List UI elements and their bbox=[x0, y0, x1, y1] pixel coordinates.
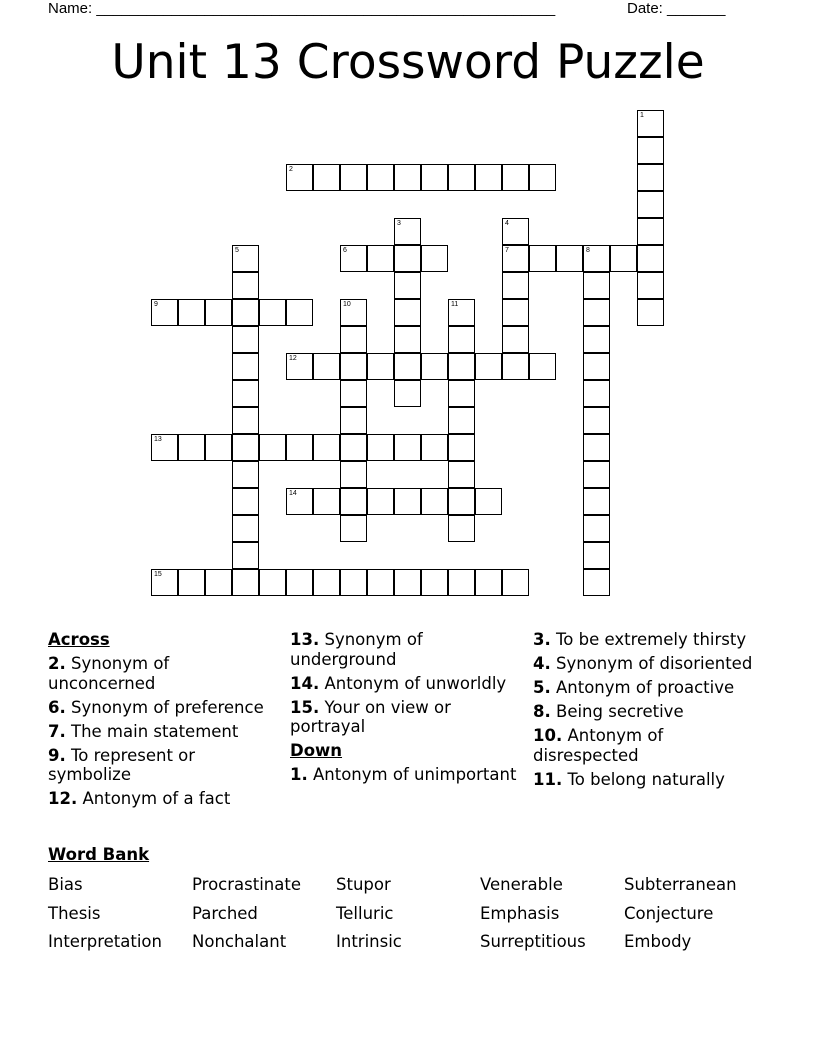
crossword-cell[interactable] bbox=[340, 353, 367, 380]
crossword-cell[interactable] bbox=[151, 434, 178, 461]
clue-number: 1 bbox=[640, 112, 644, 119]
word-bank-item: Intrinsic bbox=[336, 932, 402, 951]
crossword-cell[interactable] bbox=[232, 380, 259, 407]
crossword-cell[interactable] bbox=[313, 353, 340, 380]
crossword-cell[interactable] bbox=[448, 299, 475, 326]
crossword-cell[interactable] bbox=[394, 326, 421, 353]
crossword-cell[interactable] bbox=[259, 434, 286, 461]
crossword-cell[interactable] bbox=[340, 515, 367, 542]
crossword-cell[interactable] bbox=[502, 569, 529, 596]
clue-number: 3 bbox=[397, 220, 401, 227]
word-bank-item: Subterranean bbox=[624, 875, 737, 894]
crossword-cell[interactable] bbox=[340, 407, 367, 434]
word-bank-item: Procrastinate bbox=[192, 875, 301, 894]
clue-across-12: 12. Antonym of a fact bbox=[48, 789, 231, 808]
clue-number: 7 bbox=[505, 247, 509, 254]
crossword-cell[interactable] bbox=[367, 245, 394, 272]
crossword-cell[interactable] bbox=[556, 245, 583, 272]
crossword-cell[interactable] bbox=[313, 488, 340, 515]
clue-column-2 bbox=[290, 630, 518, 789]
crossword-cell[interactable] bbox=[340, 461, 367, 488]
crossword-cell[interactable] bbox=[637, 299, 664, 326]
clue-down-10: 10. Antonym of disrespected bbox=[533, 726, 664, 765]
crossword-cell[interactable] bbox=[448, 407, 475, 434]
crossword-cell[interactable] bbox=[475, 164, 502, 191]
crossword-cell[interactable] bbox=[529, 164, 556, 191]
crossword-cell[interactable] bbox=[502, 272, 529, 299]
down-heading: Down bbox=[290, 741, 343, 760]
crossword-cell[interactable] bbox=[421, 569, 448, 596]
word-bank-item: Parched bbox=[192, 904, 258, 923]
crossword-cell[interactable] bbox=[367, 569, 394, 596]
crossword-cell[interactable] bbox=[340, 380, 367, 407]
word-bank-item: Conjecture bbox=[624, 904, 714, 923]
crossword-cell[interactable] bbox=[529, 353, 556, 380]
word-bank-item: Stupor bbox=[336, 875, 391, 894]
crossword-cell[interactable] bbox=[232, 461, 259, 488]
clue-number: 5 bbox=[235, 247, 239, 254]
clue-number: 9 bbox=[154, 301, 158, 308]
word-bank-item: Emphasis bbox=[480, 904, 560, 923]
crossword-cell[interactable] bbox=[205, 569, 232, 596]
crossword-cell[interactable] bbox=[637, 218, 664, 245]
crossword-cell[interactable] bbox=[394, 488, 421, 515]
date-field-label: Date: _______ bbox=[627, 0, 726, 17]
crossword-cell[interactable] bbox=[394, 353, 421, 380]
clue-number: 8 bbox=[586, 247, 590, 254]
crossword-cell[interactable] bbox=[286, 299, 313, 326]
crossword-cell[interactable] bbox=[448, 461, 475, 488]
crossword-cell[interactable] bbox=[637, 272, 664, 299]
clue-down-8: 8. Being secretive bbox=[533, 702, 684, 721]
crossword-cell[interactable] bbox=[475, 488, 502, 515]
crossword-cell[interactable] bbox=[637, 164, 664, 191]
crossword-cell[interactable] bbox=[259, 569, 286, 596]
crossword-cell[interactable] bbox=[448, 515, 475, 542]
crossword-cell[interactable] bbox=[502, 245, 529, 272]
crossword-cell[interactable] bbox=[583, 407, 610, 434]
word-bank-item: Telluric bbox=[336, 904, 394, 923]
clue-down-1: 1. Antonym of unimportant bbox=[290, 765, 517, 784]
crossword-cell[interactable] bbox=[340, 569, 367, 596]
word-bank-item: Nonchalant bbox=[192, 932, 287, 951]
crossword-cell[interactable] bbox=[583, 299, 610, 326]
crossword-cell[interactable] bbox=[583, 326, 610, 353]
crossword-cell[interactable] bbox=[475, 353, 502, 380]
crossword-cell[interactable] bbox=[259, 299, 286, 326]
clue-number: 4 bbox=[505, 220, 509, 227]
crossword-cell[interactable] bbox=[421, 488, 448, 515]
clue-number: 13 bbox=[154, 436, 162, 443]
crossword-cell[interactable] bbox=[232, 542, 259, 569]
crossword-cell[interactable] bbox=[394, 245, 421, 272]
crossword-cell[interactable] bbox=[637, 110, 664, 137]
crossword-cell[interactable] bbox=[583, 542, 610, 569]
crossword-cell[interactable] bbox=[475, 569, 502, 596]
clue-down-11: 11. To belong naturally bbox=[533, 769, 725, 789]
clue-number: 12 bbox=[289, 355, 297, 362]
crossword-cell[interactable] bbox=[448, 380, 475, 407]
clue-across-15: 15. Your on view or portrayal bbox=[290, 697, 451, 736]
crossword-cell[interactable] bbox=[367, 353, 394, 380]
crossword-cell[interactable] bbox=[232, 353, 259, 380]
clue-number: 10 bbox=[343, 301, 351, 308]
clue-number: 11 bbox=[451, 301, 459, 308]
word-bank-item: Bias bbox=[48, 875, 83, 894]
crossword-cell[interactable] bbox=[340, 434, 367, 461]
crossword-cell[interactable] bbox=[286, 569, 313, 596]
clue-number: 14 bbox=[289, 490, 297, 497]
crossword-cell[interactable] bbox=[178, 299, 205, 326]
clue-down-5: 5. Antonym of proactive bbox=[533, 678, 735, 697]
crossword-cell[interactable] bbox=[286, 164, 313, 191]
word-bank-item: Surreptitious bbox=[480, 932, 586, 951]
crossword-cell[interactable] bbox=[421, 245, 448, 272]
crossword-cell[interactable] bbox=[583, 434, 610, 461]
crossword-cell[interactable] bbox=[610, 245, 637, 272]
crossword-cell[interactable] bbox=[394, 569, 421, 596]
crossword-cell[interactable] bbox=[205, 299, 232, 326]
crossword-cell[interactable] bbox=[583, 488, 610, 515]
crossword-cell[interactable] bbox=[313, 569, 340, 596]
clue-column-3 bbox=[533, 630, 763, 794]
clue-across-6: 6. Synonym of preference bbox=[48, 697, 264, 717]
crossword-cell[interactable] bbox=[394, 272, 421, 299]
crossword-cell[interactable] bbox=[232, 272, 259, 299]
clue-across-14: 14. Antonym of unworldly bbox=[290, 673, 507, 693]
crossword-cell[interactable] bbox=[232, 299, 259, 326]
crossword-cell[interactable] bbox=[502, 353, 529, 380]
crossword-cell[interactable] bbox=[178, 434, 205, 461]
crossword-cell[interactable] bbox=[502, 326, 529, 353]
crossword-cell[interactable] bbox=[583, 461, 610, 488]
crossword-cell[interactable] bbox=[448, 164, 475, 191]
clue-column-1 bbox=[48, 630, 276, 813]
crossword-cell[interactable] bbox=[394, 299, 421, 326]
crossword-cell[interactable] bbox=[232, 326, 259, 353]
crossword-cell[interactable] bbox=[637, 137, 664, 164]
clue-across-2: 2. Synonym of unconcerned bbox=[48, 654, 170, 693]
crossword-cell[interactable] bbox=[340, 326, 367, 353]
crossword-cell[interactable] bbox=[448, 488, 475, 515]
name-field-label: Name: _______________________________________________________ bbox=[48, 0, 556, 17]
crossword-cell[interactable] bbox=[448, 434, 475, 461]
crossword-cell[interactable] bbox=[448, 353, 475, 380]
crossword-cell[interactable] bbox=[232, 488, 259, 515]
crossword-cell[interactable] bbox=[448, 569, 475, 596]
crossword-cell[interactable] bbox=[205, 434, 232, 461]
word-bank-item: Venerable bbox=[480, 875, 563, 894]
crossword-cell[interactable] bbox=[286, 434, 313, 461]
crossword-cell[interactable] bbox=[151, 299, 178, 326]
crossword-cell[interactable] bbox=[394, 164, 421, 191]
crossword-cell[interactable] bbox=[151, 569, 178, 596]
crossword-cell[interactable] bbox=[367, 434, 394, 461]
word-bank-item: Interpretation bbox=[48, 932, 162, 951]
crossword-cell[interactable] bbox=[367, 164, 394, 191]
clue-number: 2 bbox=[289, 166, 293, 173]
crossword-cell[interactable] bbox=[178, 569, 205, 596]
crossword-cell[interactable] bbox=[583, 353, 610, 380]
crossword-cell[interactable] bbox=[340, 245, 367, 272]
crossword-cell[interactable] bbox=[637, 245, 664, 272]
clue-number: 6 bbox=[343, 247, 347, 254]
clue-across-9: 9. To represent or symbolize bbox=[48, 745, 196, 784]
crossword-cell[interactable] bbox=[529, 245, 556, 272]
word-bank-item: Embody bbox=[624, 932, 692, 951]
crossword-cell[interactable] bbox=[232, 434, 259, 461]
clue-across-7: 7. The main statement bbox=[48, 721, 239, 741]
crossword-cell[interactable] bbox=[232, 407, 259, 434]
across-heading: Across bbox=[48, 630, 110, 649]
crossword-cell[interactable] bbox=[232, 515, 259, 542]
crossword-cell[interactable] bbox=[394, 434, 421, 461]
crossword-cell[interactable] bbox=[583, 380, 610, 407]
clue-down-4: 4. Synonym of disoriented bbox=[533, 654, 753, 673]
crossword-cell[interactable] bbox=[421, 434, 448, 461]
crossword-cell[interactable] bbox=[421, 164, 448, 191]
crossword-cell[interactable] bbox=[367, 488, 394, 515]
crossword-cell[interactable] bbox=[340, 299, 367, 326]
crossword-cell[interactable] bbox=[313, 434, 340, 461]
crossword-cell[interactable] bbox=[232, 569, 259, 596]
crossword-cell[interactable] bbox=[394, 380, 421, 407]
crossword-cell[interactable] bbox=[286, 488, 313, 515]
crossword-cell[interactable] bbox=[394, 218, 421, 245]
word-bank-item: Thesis bbox=[48, 904, 101, 923]
clue-across-13: 13. Synonym of underground bbox=[290, 630, 423, 669]
crossword-cell[interactable] bbox=[502, 299, 529, 326]
crossword-cell[interactable] bbox=[340, 488, 367, 515]
crossword-cell[interactable] bbox=[583, 569, 610, 596]
word-bank-title: Word Bank bbox=[48, 845, 150, 864]
crossword-cell[interactable] bbox=[583, 272, 610, 299]
crossword-cell[interactable] bbox=[502, 218, 529, 245]
clue-number: 15 bbox=[154, 571, 162, 578]
crossword-cell[interactable] bbox=[313, 164, 340, 191]
crossword-cell[interactable] bbox=[232, 245, 259, 272]
crossword-cell[interactable] bbox=[637, 191, 664, 218]
page-title: Unit 13 Crossword Puzzle bbox=[111, 35, 705, 90]
crossword-cell[interactable] bbox=[502, 164, 529, 191]
crossword-cell[interactable] bbox=[583, 245, 610, 272]
crossword-cell[interactable] bbox=[583, 515, 610, 542]
crossword-cell[interactable] bbox=[340, 164, 367, 191]
crossword-cell[interactable] bbox=[448, 326, 475, 353]
crossword-cell[interactable] bbox=[286, 353, 313, 380]
clue-down-3: 3. To be extremely thirsty bbox=[533, 630, 747, 649]
crossword-cell[interactable] bbox=[421, 353, 448, 380]
